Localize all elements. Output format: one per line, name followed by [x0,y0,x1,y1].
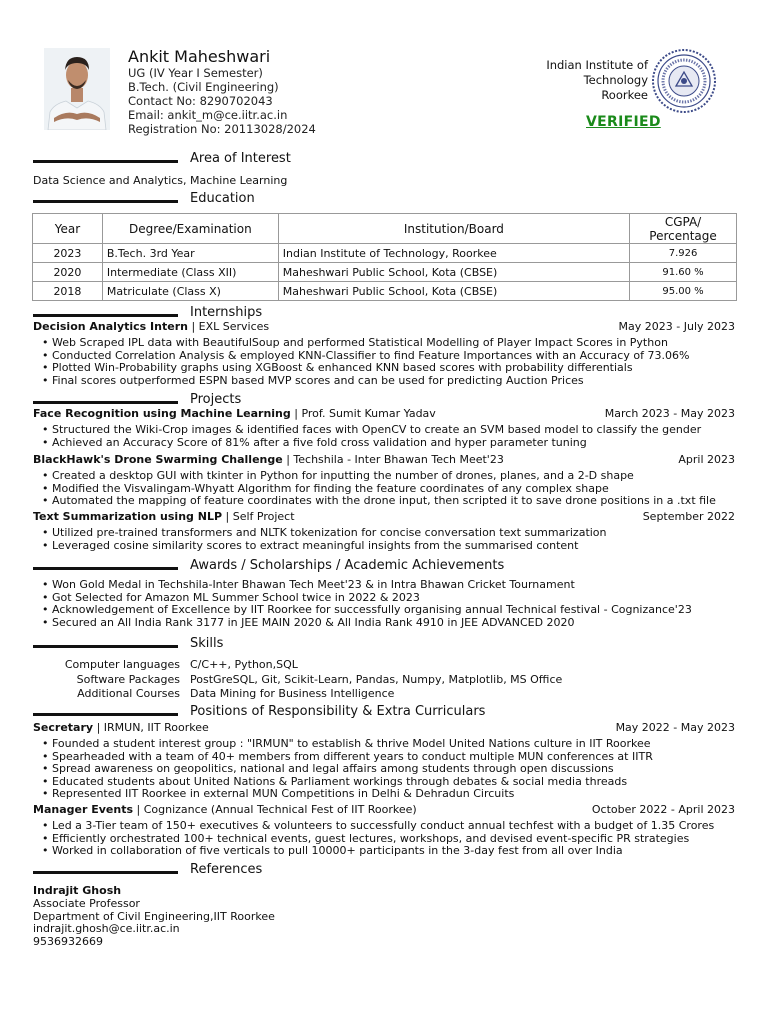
list-item: • Web Scraped IPL data with BeautifulSoup and performed Statistical Modelling of Player Impact Scores in Python [33,337,735,350]
section-title: Area of Interest [190,151,291,166]
list-item: • Worked in collaboration of five verticals to pull 10000+ participants in the 3-day fest from all over India [33,845,735,858]
list-item: • Efficiently orchestrated 100+ technical events, guest lectures, workshops, and devised event-specific PR strategies [33,833,735,846]
list-item: • Modified the Visvalingam-Whyatt Algorithm for finding the feature coordinates of any complex shape [33,483,735,496]
skill-row [33,658,735,673]
entry-role: Decision Analytics Intern [33,320,188,333]
skill-label: Computer languages [64,658,180,671]
section-positions [33,704,735,720]
section-area-of-interest [33,151,735,167]
list-item: • Founded a student interest group : "IRMUN" to establish & thrive Model United Nations culture in IIT Roorkee [33,738,735,751]
list-item: • Spearheaded with a team of 40+ members from different years to conduct multiple MUN conferences at IITR [33,751,735,764]
entry-date: May 2023 - July 2023 [618,320,735,333]
col-cgpa-line-2: Percentage [649,228,717,243]
candidate-name: Ankit Maheshwari [128,47,271,66]
list-item: • Spread awareness on geopolitics, national and legal affairs among students through open discussions [33,763,735,776]
entry-date: May 2022 - May 2023 [615,721,735,734]
entry-org: | Prof. Sumit Kumar Yadav [290,407,436,420]
institute-line-2: Technology [583,73,648,87]
cell-degree: B.Tech. 3rd Year [102,244,278,263]
list-item: • Final scores outperformed ESPN based MVP scores and can be used for predicting Auction Prices [33,375,735,388]
skills-list [33,658,735,702]
registration-number: Registration No: 20113028/2024 [128,122,316,136]
skill-value: Data Mining for Business Intelligence [190,687,395,700]
list-item: • Acknowledgement of Excellence by IIT Roorkee for successfully organising annual Technical festival - Cognizance'23 [33,604,735,617]
entry-role: Face Recognition using Machine Learning [33,407,291,420]
section-divider [33,401,178,404]
col-cgpa [630,214,737,244]
cell-score: 95.00 % [630,282,737,301]
section-divider [33,314,178,317]
list-item: • Educated students about United Nations & Parliament workings through debates & social media threads [33,776,735,789]
reference-designation: Associate Professor [33,896,140,910]
cell-year: 2023 [33,244,103,263]
entry-role: Text Summarization using NLP [33,510,223,523]
entry-date: September 2022 [642,510,735,523]
skill-label: Software Packages [76,672,180,686]
bullet-list [33,738,735,801]
list-item: • Achieved an Accuracy Score of 81% after a five fold cross validation and hyper parameter tuning [33,437,735,450]
col-year: Year [33,214,103,244]
cell-year: 2020 [33,263,103,282]
entry-date: March 2023 - May 2023 [604,407,735,420]
cell-degree: Matriculate (Class X) [102,282,278,301]
entry-date: April 2023 [678,453,735,466]
entry-date: October 2022 - April 2023 [591,803,735,816]
internship-entry [33,321,735,387]
section-references [33,862,735,878]
list-item: • Won Gold Medal in Techshila-Inter Bhawan Tech Meet'23 & in Intra Bhawan Cricket Tournament [33,579,735,592]
col-institution: Institution/Board [278,214,629,244]
project-entry [33,454,735,508]
entry-org: | Self Project [222,510,295,523]
list-item: • Utilized pre-trained transformers and NLTK tokenization for concise conversation text summarization [33,527,735,540]
skill-value: PostGreSQL, Git, Scikit-Learn, Pandas, Numpy, Matplotlib, MS Office [190,672,563,686]
list-item: • Conducted Correlation Analysis & employed KNN-Classifier to find Feature Importances with an Accuracy of 73.06% [33,350,735,363]
list-item: • Created a desktop GUI with tkinter in Python for inputting the number of drones, planes, and a 2-D shape [33,470,735,483]
section-title: Projects [190,392,242,407]
section-awards [33,558,735,574]
section-divider [33,567,178,570]
bullet-list [33,579,735,629]
section-divider [33,200,178,203]
section-title: References [190,862,263,877]
list-item: • Secured an All India Rank 3177 in JEE MAIN 2020 & All India Rank 4910 in JEE ADVANCED 2020 [33,617,735,630]
entry-header [33,804,735,818]
program: UG (IV Year I Semester) [128,66,263,80]
entry-header [33,511,735,525]
entry-org: | Techshila - Inter Bhawan Tech Meet'23 [282,453,504,466]
list-item: • Got Selected for Amazon ML Summer School twice in 2022 & 2023 [33,592,735,605]
section-divider [33,871,178,874]
cell-score: 91.60 % [630,263,737,282]
reference-department: Department of Civil Engineering,IIT Roorkee [33,909,275,923]
entry-role: Manager Events [33,803,133,816]
reference-entry [33,885,275,949]
entry-header [33,722,735,736]
entry-role: BlackHawk's Drone Swarming Challenge [33,453,283,466]
contact-number: Contact No: 8290702043 [128,94,273,108]
entry-org: | Cognizance (Annual Technical Fest of IIT Roorkee) [133,803,417,816]
education-table [32,213,737,301]
table-row [33,244,737,263]
institute-name [546,58,648,103]
reference-name: Indrajit Ghosh [33,884,122,897]
table-row [33,282,737,301]
section-internships [33,305,735,321]
area-of-interest-text: Data Science and Analytics, Machine Learning [33,174,288,187]
list-item: • Represented IIT Roorkee in external MUN Competitions in Delhi & Dehradun Circuits [33,788,735,801]
entry-header [33,321,735,335]
position-entry [33,722,735,801]
verified-stamp: VERIFIED [586,114,661,130]
section-skills [33,636,735,652]
section-education [33,191,735,207]
skill-value: C/C++, Python,SQL [190,658,298,671]
section-projects [33,392,735,408]
cell-institution: Indian Institute of Technology, Roorkee [278,244,629,263]
header-info [128,48,316,136]
institute-line-3: Roorkee [601,88,648,102]
section-divider [33,713,178,716]
list-item: • Led a 3-Tier team of 150+ executives & volunteers to successfully conduct annual techfest with a budget of 1.35 Crores [33,820,735,833]
institute-seal-logo [651,48,717,114]
list-item: • Structured the Wiki-Crop images & identified faces with OpenCV to create an SVM based model to classify the gender [33,424,735,437]
section-divider [33,645,178,648]
reference-email: indrajit.ghosh@ce.iitr.ac.in [33,922,180,936]
section-divider [33,160,178,163]
bullet-list [33,424,735,449]
project-entry [33,408,735,449]
section-title: Awards / Scholarships / Academic Achievements [190,558,505,573]
skill-row [33,687,735,702]
list-item: • Plotted Win-Probability graphs using XGBoost & enhanced KNN based scores with probability differentials [33,362,735,375]
cell-institution: Maheshwari Public School, Kota (CBSE) [278,263,629,282]
institute-line-1: Indian Institute of [546,58,648,72]
col-cgpa-line-1: CGPA/ [664,214,702,229]
reference-phone: 9536932669 [33,935,103,949]
section-title: Internships [190,305,263,320]
position-entry [33,804,735,858]
table-header-row [33,214,737,244]
list-item: • Leveraged cosine similarity scores to extract meaningful insights from the summarised content [33,540,735,553]
bullet-list [33,470,735,508]
entry-org: | IRMUN, IIT Roorkee [93,721,209,734]
entry-header [33,408,735,422]
bullet-list [33,337,735,387]
list-item: • Automated the mapping of feature coordinates with the drone input, then scripted it to save drone positions in a .txt file [33,495,735,508]
entry-org: | EXL Services [187,320,270,333]
table-row [33,263,737,282]
bullet-list [33,527,735,552]
project-entry [33,511,735,552]
section-title: Skills [190,636,224,651]
col-degree: Degree/Examination [102,214,278,244]
section-title: Positions of Responsibility & Extra Curriculars [190,704,486,719]
bullet-list [33,820,735,858]
skill-label: Additional Courses [77,687,180,700]
cell-score: 7.926 [630,244,737,263]
section-title: Education [190,191,255,206]
cell-degree: Intermediate (Class XII) [102,263,278,282]
email: Email: ankit_m@ce.iitr.ac.in [128,108,288,122]
cell-institution: Maheshwari Public School, Kota (CBSE) [278,282,629,301]
awards-entry [33,579,735,629]
degree: B.Tech. (Civil Engineering) [128,80,279,94]
entry-header [33,454,735,468]
entry-role: Secretary [33,721,94,734]
skill-row [33,673,735,688]
cell-year: 2018 [33,282,103,301]
profile-photo [44,48,110,130]
